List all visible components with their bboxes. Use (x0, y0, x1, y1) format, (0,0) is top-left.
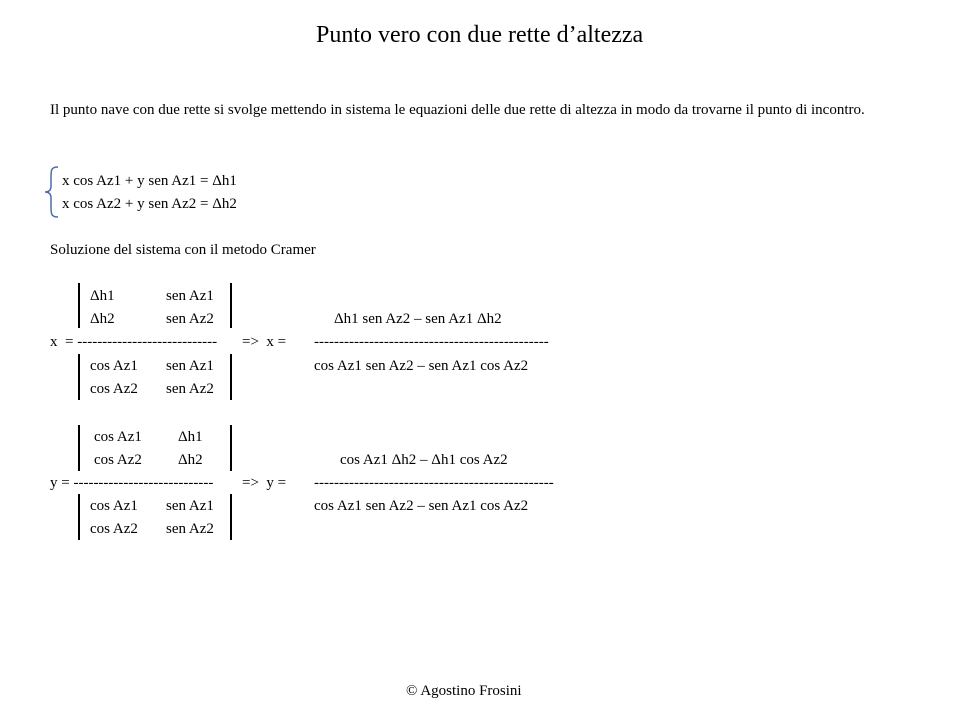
fraction-line-y: y = ---------------------------- (50, 475, 214, 491)
matrix-cell: Δh1 (178, 429, 203, 445)
equation-2: x cos Az2 + y sen Az2 = Δh2 (62, 196, 237, 212)
matrix-cell: sen Az1 (166, 358, 214, 374)
matrix-cell: cos Az1 (94, 429, 142, 445)
implies-arrow: => y = (242, 475, 287, 491)
matrix-cell: sen Az1 (166, 288, 214, 304)
determinant-bar (78, 283, 80, 328)
matrix-cell: sen Az2 (166, 521, 214, 537)
result-numerator: Δh1 sen Az2 – sen Az1 Δh2 (334, 311, 502, 327)
matrix-cell: sen Az1 (166, 498, 214, 514)
determinant-bar (230, 354, 232, 400)
equation-1: x cos Az1 + y sen Az1 = Δh1 (62, 173, 237, 189)
intro-paragraph: Il punto nave con due rette si svolge mettendo in sistema le equazioni delle due rette di altezza in modo da trovarne il punto di incontro. (50, 102, 865, 118)
matrix-cell: cos Az2 (90, 381, 138, 397)
matrix-cell: cos Az2 (90, 521, 138, 537)
matrix-cell: cos Az1 (90, 358, 138, 374)
result-fraction-line: ------------------------------------------------ (314, 475, 554, 491)
determinant-bar (78, 425, 80, 471)
copyright-footer: © Agostino Frosini (406, 683, 522, 699)
result-denominator: cos Az1 sen Az2 – sen Az1 cos Az2 (314, 358, 529, 374)
matrix-cell: Δh2 (90, 311, 115, 327)
matrix-cell: Δh2 (178, 452, 203, 468)
brace-icon (44, 166, 60, 218)
matrix-cell: sen Az2 (166, 311, 214, 327)
matrix-cell: cos Az1 (90, 498, 138, 514)
determinant-bar (78, 354, 80, 400)
matrix-cell: Δh1 (90, 288, 115, 304)
determinant-bar (230, 425, 232, 471)
implies-arrow: => x = (242, 334, 287, 350)
fraction-line-x: x = ---------------------------- (50, 334, 218, 350)
result-denominator: cos Az1 sen Az2 – sen Az1 cos Az2 (314, 498, 529, 514)
matrix-cell: cos Az2 (94, 452, 142, 468)
result-fraction-line: ----------------------------------------------- (314, 334, 549, 350)
determinant-bar (230, 283, 232, 328)
result-numerator: cos Az1 Δh2 – Δh1 cos Az2 (340, 452, 508, 468)
matrix-cell: sen Az2 (166, 381, 214, 397)
page-title: Punto vero con due rette d’altezza (316, 22, 644, 48)
solution-label: Soluzione del sistema con il metodo Cramer (50, 242, 316, 258)
determinant-bar (230, 494, 232, 540)
determinant-bar (78, 494, 80, 540)
